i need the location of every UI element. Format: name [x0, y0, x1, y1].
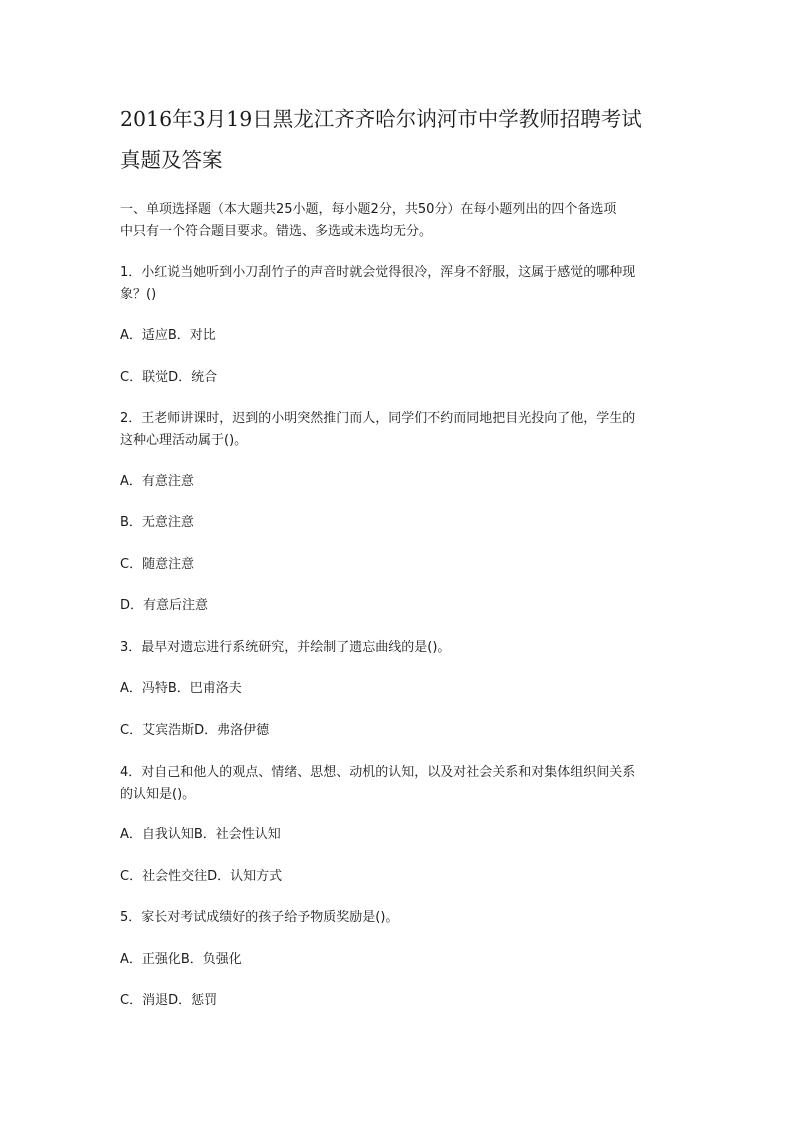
question-5-options-c-d: C．消退D．惩罚 [120, 993, 218, 1008]
question-3-options-c-d: C．艾宾浩斯D．弗洛伊德 [120, 723, 270, 738]
question-3-options-a-b: A．冯特B．巴甫洛夫 [120, 681, 242, 696]
question-2-line-2: 这种心理活动属于()。 [120, 433, 248, 448]
question-2-option-c: C．随意注意 [120, 557, 195, 572]
question-4-line-2: 的认知是()。 [120, 787, 196, 802]
question-2-option-a: A．有意注意 [120, 474, 194, 489]
question-2-line-1: 2．王老师讲课时，迟到的小明突然推门而人，同学们不约而同地把目光投向了他，学生的 [120, 411, 636, 426]
question-1-options-c-d: C．联觉D．统合 [120, 370, 218, 385]
question-4-options-a-b: A．自我认知B．社会性认知 [120, 827, 281, 842]
section-instructions-line-2: 中只有一个符合题目要求。错选、多选或未选均无分。 [120, 224, 433, 239]
question-1-options-a-b: A．适应B．对比 [120, 328, 216, 343]
question-2-option-d: D．有意后注意 [120, 598, 209, 613]
question-2-option-b: B．无意注意 [120, 515, 194, 530]
question-1-line-2: 象？() [120, 287, 157, 302]
section-instructions-line-1: 一、单项选择题（本大题共25小题，每小题2分，共50分）在每小题列出的四个备选项 [120, 202, 617, 217]
question-3-line-1: 3．最早对遗忘进行系统研究，并绘制了遗忘曲线的是()。 [120, 640, 451, 655]
document-title-line-2: 真题及答案 [120, 148, 223, 172]
question-4-line-1: 4．对自己和他人的观点、情绪、思想、动机的认知，以及对社会关系和对集体组织间关系 [120, 765, 636, 780]
question-4-options-c-d: C．社会性交往D．认知方式 [120, 869, 283, 884]
document-title-line-1: 2016年3月19日黑龙江齐齐哈尔讷河市中学教师招聘考试 [120, 107, 642, 131]
question-1-line-1: 1．小红说当她听到小刀刮竹子的声音时就会觉得很冷，浑身不舒服，这属于感觉的哪种现 [120, 265, 636, 280]
question-5-line-1: 5．家长对考试成绩好的孩子给予物质奖励是()。 [120, 910, 399, 925]
question-5-options-a-b: A．正强化B．负强化 [120, 952, 242, 967]
